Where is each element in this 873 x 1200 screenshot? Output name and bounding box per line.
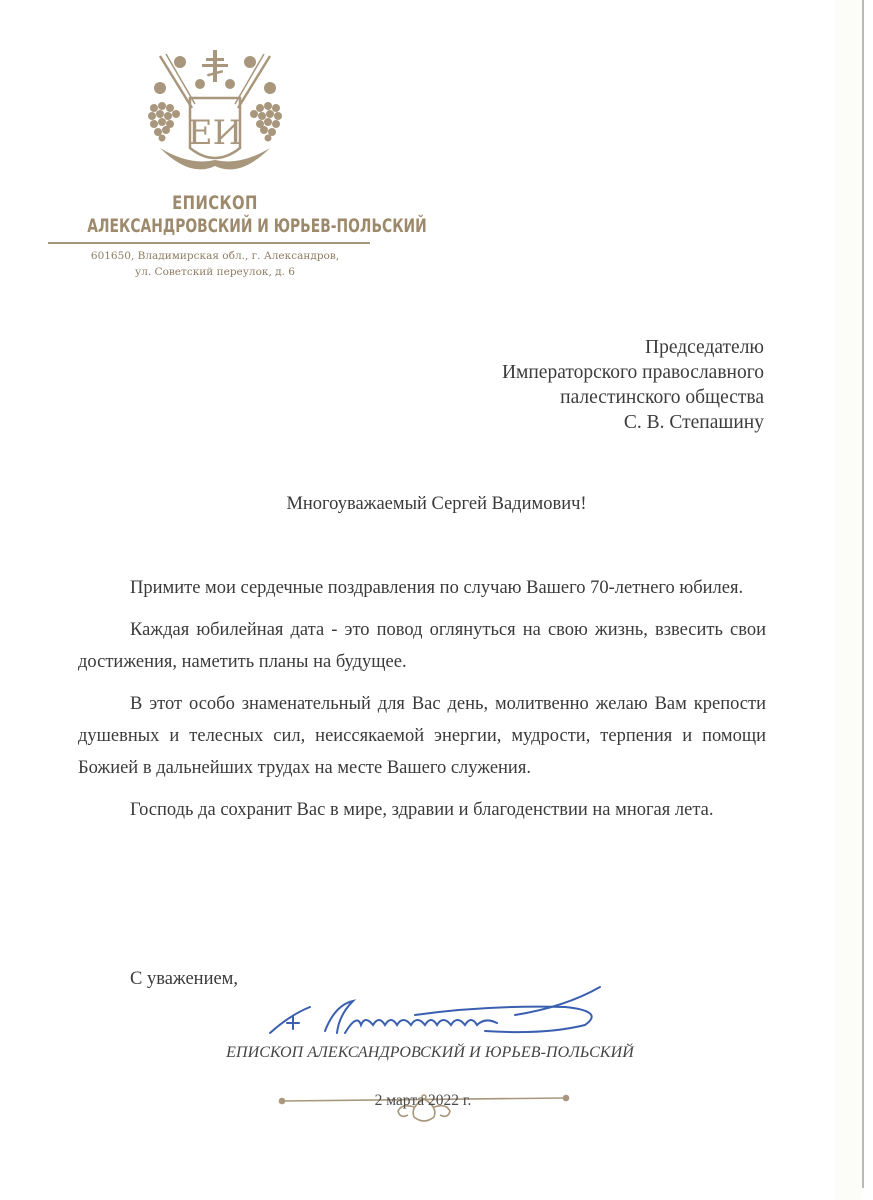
paragraph: В этот особо знаменательный для Вас день, молитвенно желаю Вам крепости душевных и телесных сил, неиссякаемой энергии, мудрости, терпения и помощи Божией в дальнейших трудах на месте Вашего служения. bbox=[78, 694, 766, 778]
letter-date: 2 марта 2022 г. bbox=[374, 1092, 472, 1109]
page-shade bbox=[835, 0, 862, 1200]
closing: С уважением, bbox=[130, 969, 239, 989]
signer-title: ЕПИСКОП АЛЕКСАНДРОВСКИЙ И ЮРЬЕВ-ПОЛЬСКИЙ bbox=[226, 1044, 634, 1061]
addressee-line: Императорского православного bbox=[501, 362, 764, 383]
paragraph: Каждая юбилейная дата - это повод оглянуться на свою жизнь, взвесить свои достижения, наметить планы на будущее. bbox=[78, 620, 766, 672]
addressee-line: Председателю bbox=[645, 337, 764, 358]
paragraph: Господь да сохранит Вас в мире, здравии и благоденствии на многая лета. bbox=[130, 800, 714, 820]
letterhead-divider bbox=[48, 242, 370, 244]
page-edge bbox=[862, 0, 864, 1188]
letterhead-address-line1: 601650, Владимирская обл., г. Александров, bbox=[90, 250, 340, 262]
monogram-text: ЕИ bbox=[187, 113, 243, 153]
salutation: Многоуважаемый Сергей Вадимович! bbox=[286, 494, 587, 514]
addressee-line: палестинского общества bbox=[560, 387, 764, 408]
addressee-line: С. В. Степашину bbox=[623, 412, 764, 433]
letterhead-address-line2: ул. Советский переулок, д. 6 bbox=[135, 266, 295, 278]
letterhead-title-line1: ЕПИСКОП bbox=[172, 192, 258, 214]
paragraph: Примите мои сердечные поздравления по случаю Вашего 70-летнего юбилея. bbox=[130, 578, 744, 598]
letterhead-title-line2: АЛЕКСАНДРОВСКИЙ И ЮРЬЕВ-ПОЛЬСКИЙ bbox=[87, 215, 427, 237]
handwritten-signature bbox=[265, 985, 615, 1045]
letter-body bbox=[78, 572, 766, 836]
addressee-block bbox=[502, 335, 764, 435]
letterhead bbox=[40, 48, 427, 280]
bishop-emblem-icon bbox=[140, 48, 290, 178]
